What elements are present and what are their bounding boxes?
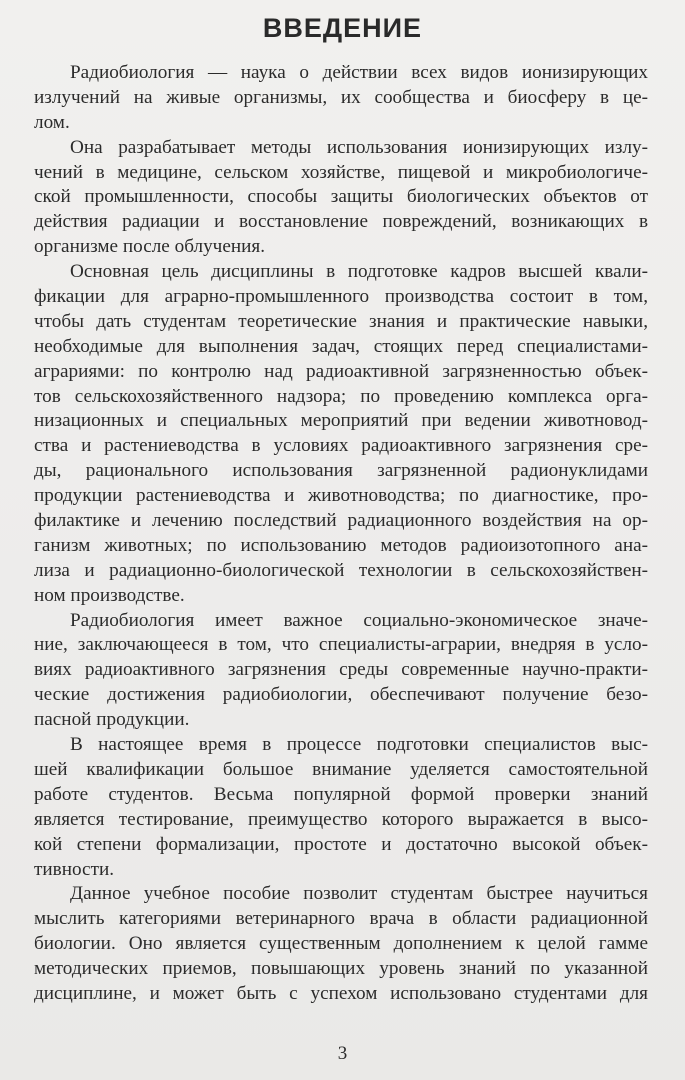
text-line: тов сельскохозяйственного надзора; по проведению комплекса орга- [34, 385, 648, 407]
text-line: шей квалификации большое внимание уделяется самостоятельной [34, 758, 648, 780]
paragraph [34, 260, 648, 608]
text-line: ганизм животных; по использованию методов радиоизотопного ана- [34, 534, 648, 556]
text-line: тивности. [34, 858, 115, 880]
body-text [34, 61, 648, 1007]
text-line: ской промышленности, способы защиты биологических объектов от [34, 186, 648, 208]
page-number: 3 [337, 1043, 348, 1064]
paragraph [34, 61, 648, 136]
text-line: ном производстве. [34, 584, 185, 606]
text-line: ды, рационального использования загрязненной радионуклидами [34, 460, 648, 482]
text-line: фикации для аграрно-промышленного производства состоит в том, [34, 286, 648, 308]
paragraph [34, 882, 648, 1006]
text-line: продукции растениеводства и животноводства; по диагностике, про- [34, 485, 648, 507]
text-line: Радиобиология имеет важное социально-экономическое значе- [70, 609, 648, 631]
text-line: пасной продукции. [34, 709, 190, 731]
text-line: Основная цель дисциплины в подготовке кадров высшей квали- [70, 261, 648, 283]
text-line: работе студентов. Весьма популярной формой проверки знаний [34, 783, 648, 805]
text-line: ние, заключающееся в том, что специалисты-аграрии, внедряя в усло- [34, 634, 648, 656]
text-line: виях радиоактивного загрязнения среды современные научно-практи- [34, 659, 648, 681]
text-line: кой степени формализации, простоте и достаточно высокой объек- [34, 833, 648, 855]
text-line: дисциплине, и может быть с успехом использовано студентами для [34, 982, 648, 1004]
text-line: организме после облучения. [34, 236, 265, 258]
text-line: чений в медицине, сельском хозяйстве, пищевой и микробиологиче- [34, 161, 648, 183]
text-line: методических приемов, повышающих уровень знаний по указанной [34, 958, 648, 980]
text-line: Данное учебное пособие позволит студентам быстрее научиться [70, 883, 648, 905]
paragraph [34, 733, 648, 882]
text-line: необходимые для выполнения задач, стоящих перед специалистами- [34, 335, 648, 357]
text-line: мыслить категориями ветеринарного врача в области радиационной [34, 908, 648, 930]
text-line: Радиобиология — наука о действии всех видов ионизирующих [70, 62, 648, 83]
text-line: биологии. Оно является существенным дополнением к целой гамме [34, 933, 648, 955]
text-line: аграриями: по контролю над радиоактивной загрязненностью объек- [34, 360, 648, 382]
chapter-heading: ВВЕДЕНИЕ [262, 13, 423, 43]
text-line: Она разрабатывает методы использования ионизирующих излу- [70, 136, 648, 158]
paragraph [34, 136, 648, 260]
paragraph [34, 609, 648, 733]
text-line: является тестирование, преимущество которого выражается в высо- [34, 808, 648, 830]
text-line: лиза и радиационно-биологической технологии в сельскохозяйствен- [34, 559, 648, 581]
text-line: филактике и лечению последствий радиационного воздействия на ор- [34, 510, 648, 532]
text-line: ства и растениеводства в условиях радиоактивного загрязнения сре- [34, 435, 648, 457]
text-line: В настоящее время в процессе подготовки специалистов выс- [70, 734, 648, 756]
text-line: действия радиации и восстановление повреждений, возникающих в [34, 211, 648, 233]
text-line: лом. [34, 111, 70, 133]
text-line: излучений на живые организмы, их сообщества и биосферу в це- [34, 86, 648, 108]
text-line: чтобы дать студентам теоретические знания и практические навыки, [34, 310, 648, 332]
text-line: ческие достижения радиобиологии, обеспечивают получение безо- [34, 684, 648, 706]
text-line: низационных и специальных мероприятий при ведении животновод- [34, 410, 648, 432]
